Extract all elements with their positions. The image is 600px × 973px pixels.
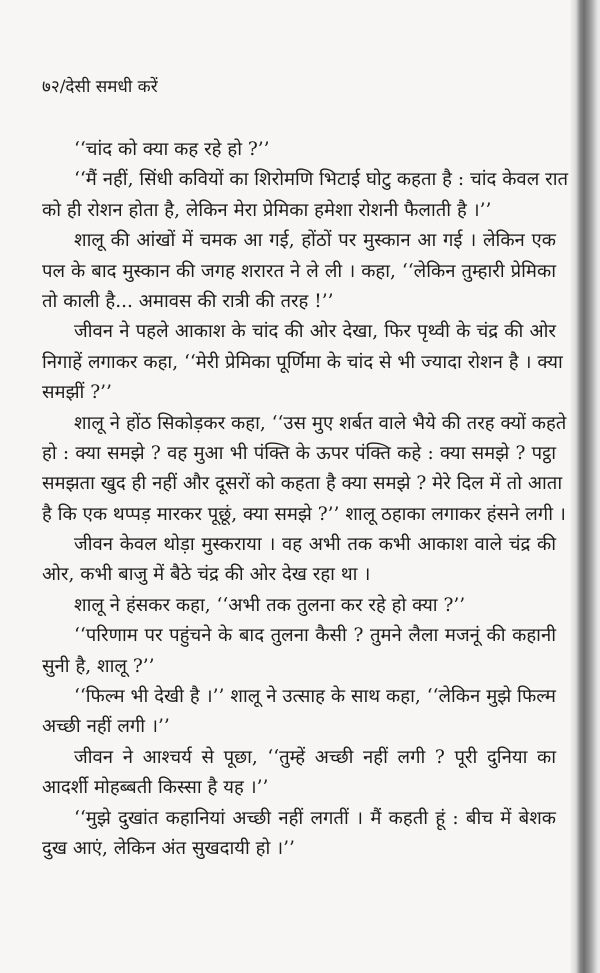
text-line: अच्छी नहीं लगी ।’’	[42, 716, 170, 738]
text-line: शालू की आंखों में चमक आ गई, होंठों पर मुस्कान आ गई । लेकिन एक	[74, 230, 556, 252]
text-line: समझीं ?’’	[42, 382, 112, 404]
text-line: ‘‘फिल्म भी देखी है ।’’ शालू ने उत्साह के साथ कहा, ‘‘लेकिन मुझे फिल्म	[74, 686, 556, 708]
text-line: दुख आएं, लेकिन अंत सुखदायी हो ।’’	[42, 837, 295, 859]
text-line: सुनी है, शालू ?’’	[42, 655, 155, 677]
running-header	[42, 74, 158, 97]
text-line: समझता खुद ही नहीं और दूसरों को कहता है क्या समझे ? मेरे दिल में तो आता	[42, 473, 563, 495]
text-line: है कि एक थप्पड़ मारकर पूछूं, क्या समझे ?’’ शालू ठहाका लगाकर हंसने लगी ।	[42, 503, 566, 525]
text-line: ओर, कभी बाजु में बैठे चंद्र की ओर देख रहा था ।	[42, 564, 371, 586]
header-separator: /	[59, 77, 66, 97]
book-title: देसी समधी करें	[65, 77, 158, 97]
book-gutter-shadow	[570, 0, 600, 973]
text-line: निगाहें लगाकर कहा, ‘‘मेरी प्रेमिका पूर्णिमा के चांद से भी ज्यादा रोशन है । क्या	[42, 351, 563, 373]
text-line: ‘‘मैं नहीं, सिंधी कवियों का शिरोमणि भिटाई घोटु कहता है : चांद केवल रात	[74, 169, 569, 191]
page-number: ७२	[42, 77, 60, 97]
text-line: हो : क्या समझे ? वह मुआ भी पंक्ति के ऊपर पंक्ति कहे : क्या समझे ? पट्ठा	[42, 442, 556, 464]
page-body-text	[42, 135, 569, 864]
text-line: जीवन ने पहले आकाश के चांद की ओर देखा, फिर पृथ्वी के चंद्र की ओर	[74, 321, 556, 343]
text-line: शालू ने हंसकर कहा, ‘‘अभी तक तुलना कर रहे हो क्या ?’’	[74, 594, 466, 616]
text-line: ‘‘मुझे दुखांत कहानियां अच्छी नहीं लगतीं । मैं कहती हूं : बीच में बेशक	[74, 807, 556, 829]
text-line: शालू ने होंठ सिकोड़कर कहा, ‘‘उस मुए शर्बत वाले भैये की तरह क्यों कहते	[74, 412, 567, 434]
text-line: जीवन केवल थोड़ा मुस्कराया । वह अभी तक कभी आकाश वाले चंद्र की	[74, 534, 556, 556]
text-line: जीवन ने आश्चर्य से पूछा, ‘‘तुम्हें अच्छी नहीं लगी ? पूरी दुनिया का	[74, 746, 556, 768]
text-line: ‘‘चांद को क्या कह रहे हो ?’’	[74, 139, 270, 160]
text-line: पल के बाद मुस्कान की जगह शरारत ने ले ली । कहा, ‘‘लेकिन तुम्हारी प्रेमिका	[42, 260, 556, 282]
text-line: तो काली है... अमावस की रात्री की तरह !’’	[42, 290, 334, 312]
text-line: को ही रोशन होता है, लेकिन मेरा प्रेमिका हमेशा रोशनी फैलाती है ।’’	[42, 199, 492, 221]
text-line: ‘‘परिणाम पर पहुंचने के बाद तुलना कैसी ? तुमने लैला मजनूं की कहानी	[74, 625, 556, 647]
text-line: आदर्शी मोहब्बती किस्सा है यह ।’’	[42, 777, 269, 799]
